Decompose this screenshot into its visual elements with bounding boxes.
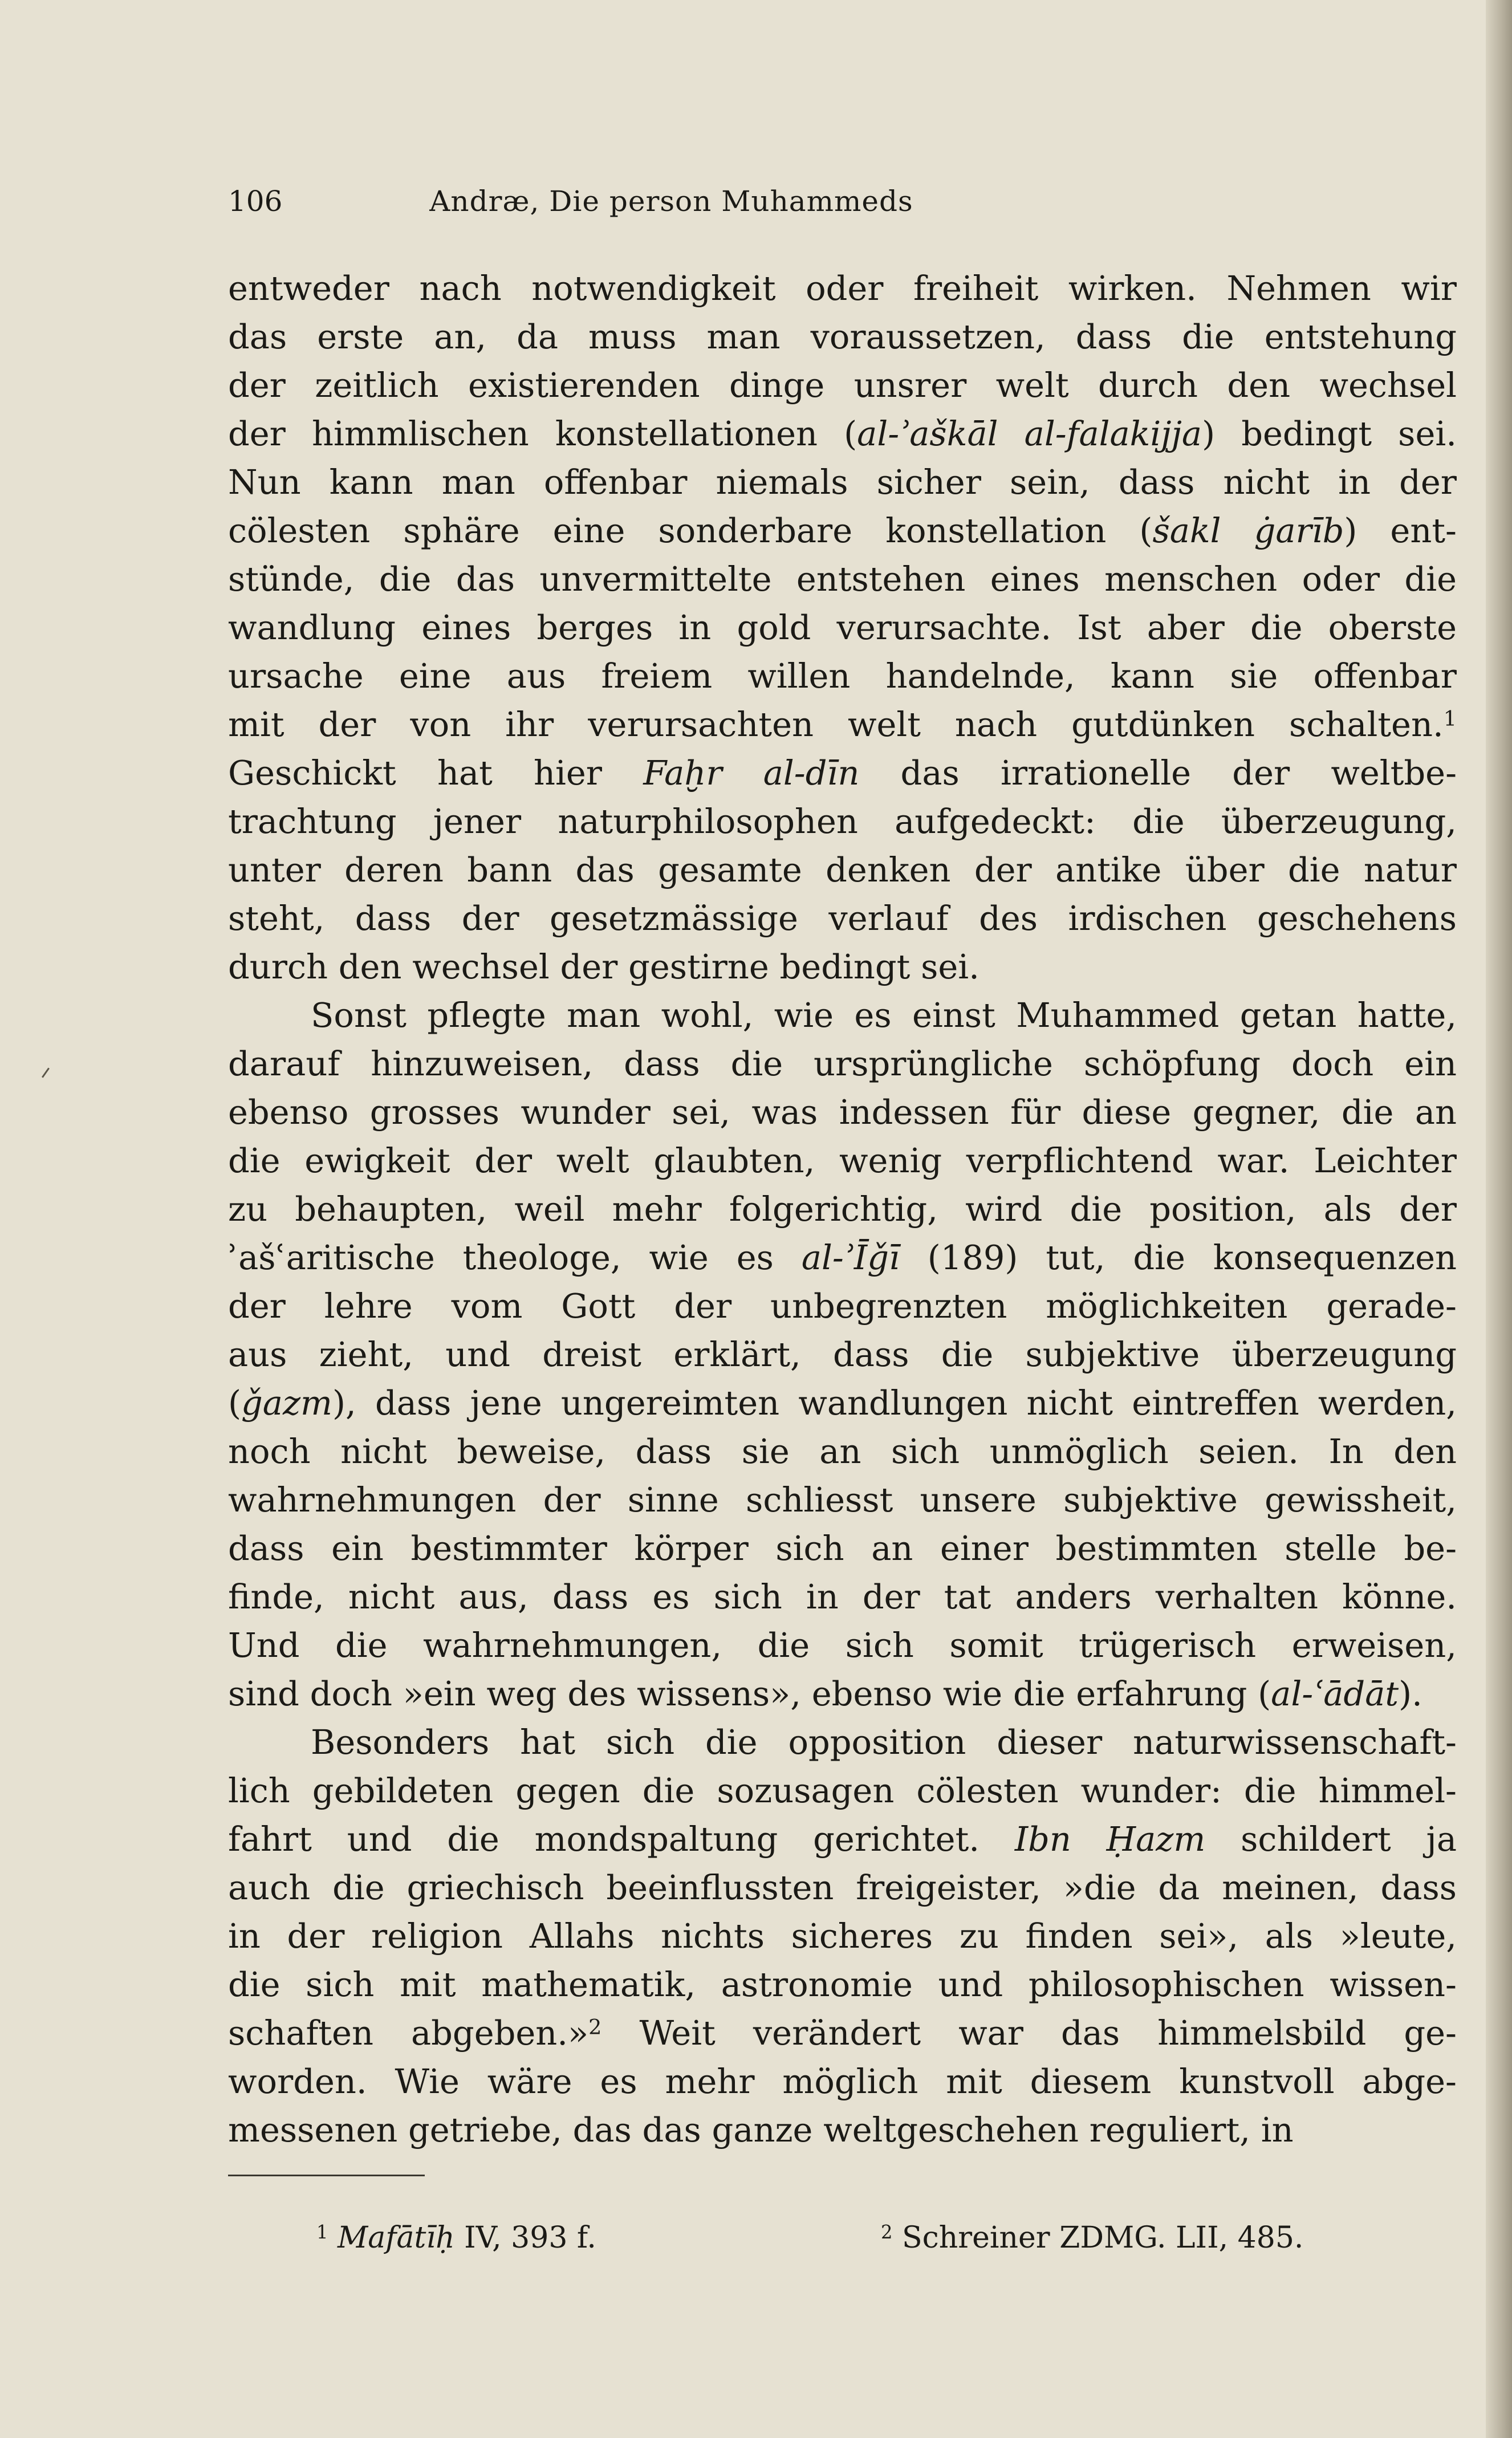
text-line xyxy=(228,1718,1457,1766)
footnote-ref: 1 xyxy=(1443,706,1457,731)
text-run: entweder nach notwendigkeit oder freiheit wirken. Nehmen wir xyxy=(228,269,1457,308)
text-line xyxy=(228,1233,1457,1282)
text-line xyxy=(228,1912,1457,1960)
text-run: cölesten sphäre eine sonderbare konstellation ( xyxy=(228,511,1153,550)
text-line xyxy=(228,1863,1457,1912)
footnote-1 xyxy=(316,2215,596,2261)
text-run: Weit verändert war das himmelsbild ge- xyxy=(601,2013,1457,2053)
text-run: die ewigkeit der welt glaubten, wenig verpflichtend war. Leichter xyxy=(228,1141,1457,1180)
text-run: fahrt und die mondspaltung gerichtet. xyxy=(228,1819,1015,1859)
page-number: 106 xyxy=(228,185,283,218)
text-line xyxy=(228,1960,1457,2009)
text-line xyxy=(228,1524,1457,1572)
italic-term: al-ʿādāt xyxy=(1271,1674,1399,1713)
text-run: schaften abgeben.» xyxy=(228,2013,589,2053)
running-header xyxy=(228,181,1115,221)
text-line xyxy=(228,1427,1457,1476)
body-text xyxy=(228,264,1457,2154)
text-line xyxy=(228,1330,1457,1379)
text-run: Schreiner ZDMG. LII, 485. xyxy=(892,2221,1304,2255)
text-run: finde, nicht aus, dass es sich in der tat anders verhalten könne. xyxy=(228,1577,1457,1616)
text-line xyxy=(228,942,1457,991)
text-run xyxy=(328,2221,338,2255)
text-line xyxy=(228,2106,1457,2154)
footnotes xyxy=(316,2215,1457,2261)
text-run: Nun kann man offenbar niemals sicher sein, dass nicht in der xyxy=(228,462,1457,502)
text-run: zu behaupten, weil mehr folgerichtig, wird die position, als der xyxy=(228,1189,1457,1229)
text-line xyxy=(228,603,1457,652)
footnote-2 xyxy=(881,2215,1303,2261)
text-line xyxy=(228,797,1457,846)
text-run: der himmlischen konstellationen ( xyxy=(228,414,857,453)
text-run: auch die griechisch beeinflussten freigeister, »die da meinen, dass xyxy=(228,1868,1457,1907)
text-run: trachtung jener naturphilosophen aufgedeckt: die überzeugung, xyxy=(228,802,1457,841)
text-run: durch den wechsel der gestirne bedingt sei. xyxy=(228,947,979,986)
footnote-rule xyxy=(228,2175,425,2176)
text-run: das erste an, da muss man voraussetzen, dass die entstehung xyxy=(228,317,1457,356)
text-run: noch nicht beweise, dass sie an sich unmöglich seien. In den xyxy=(228,1432,1457,1471)
text-run: wahrnehmungen der sinne schliesst unsere subjektive gewissheit, xyxy=(228,1480,1457,1519)
text-line xyxy=(228,361,1457,409)
text-line xyxy=(228,506,1457,555)
text-run: ʾašʿaritische theologe, wie es xyxy=(228,1238,802,1277)
text-run: ebenso grosses wunder sei, was indessen für diese gegner, die an xyxy=(228,1092,1457,1132)
text-line xyxy=(228,1476,1457,1524)
text-run: ). xyxy=(1399,1674,1422,1713)
text-line xyxy=(228,409,1457,458)
footnote-ref: 1 xyxy=(316,2221,328,2243)
italic-term: Mafātīḥ xyxy=(338,2221,455,2255)
text-line xyxy=(228,1572,1457,1621)
footnote-ref: 2 xyxy=(588,2015,602,2039)
text-run: die sich mit mathematik, astronomie und philosophischen wissen- xyxy=(228,1965,1457,2004)
text-line xyxy=(228,846,1457,894)
text-line xyxy=(228,894,1457,942)
text-run: IV, 393 f. xyxy=(454,2221,596,2255)
text-run: Und die wahrnehmungen, die sich somit trügerisch erweisen, xyxy=(228,1626,1457,1665)
text-run: stünde, die das unvermittelte entstehen eines menschen oder die xyxy=(228,559,1457,599)
text-line xyxy=(228,1282,1457,1330)
text-run: schildert ja xyxy=(1205,1819,1457,1859)
text-line xyxy=(228,1136,1457,1185)
text-run: Besonders hat sich die opposition dieser naturwissenschaft- xyxy=(311,1722,1457,1762)
italic-term: al-ʾaškāl al-falakijja xyxy=(857,414,1202,453)
text-line xyxy=(228,555,1457,603)
text-run: worden. Wie wäre es mehr möglich mit diesem kunstvoll abge- xyxy=(228,2062,1457,2101)
text-run: messenen getriebe, das das ganze weltgeschehen reguliert, in xyxy=(228,2110,1294,2149)
text-run: wandlung eines berges in gold verursachte. Ist aber die oberste xyxy=(228,608,1457,647)
text-run: ) ent- xyxy=(1344,511,1457,550)
text-line xyxy=(228,1185,1457,1233)
text-line xyxy=(228,2057,1457,2106)
text-run: das irrationelle der weltbe- xyxy=(859,753,1457,793)
text-run: mit der von ihr verursachten welt nach gutdünken schalten. xyxy=(228,705,1444,744)
text-line xyxy=(228,1088,1457,1136)
italic-term: Faḫr al-dīn xyxy=(643,753,860,793)
text-line xyxy=(228,749,1457,797)
text-run: unter deren bann das gesamte denken der antike über die natur xyxy=(228,850,1457,889)
italic-term: ǧazm xyxy=(241,1383,333,1423)
text-line xyxy=(228,1621,1457,1669)
text-line xyxy=(228,2009,1457,2057)
italic-term: al-ʾĪǧī xyxy=(801,1238,900,1277)
italic-term: šakl ġarīb xyxy=(1152,511,1344,550)
text-run: aus zieht, und dreist erklärt, dass die subjektive überzeugung xyxy=(228,1335,1457,1374)
text-run: steht, dass der gesetzmässige verlauf des irdischen geschehens xyxy=(228,899,1457,938)
text-line xyxy=(228,1669,1457,1718)
running-title: Andræ, Die person Muhammeds xyxy=(429,185,913,218)
footnote-ref: 2 xyxy=(881,2221,893,2243)
text-line xyxy=(228,312,1457,361)
text-line xyxy=(228,700,1457,749)
text-run: lich gebildeten gegen die sozusagen cölesten wunder: die himmel- xyxy=(228,1771,1457,1810)
text-line xyxy=(228,264,1457,312)
text-run: (189) tut, die konsequenzen xyxy=(899,1238,1457,1277)
text-run: Sonst pflegte man wohl, wie es einst Muhammed getan hatte, xyxy=(311,995,1457,1035)
margin-pencil-mark xyxy=(42,1067,50,1078)
text-run: in der religion Allahs nichts sicheres zu finden sei», als »leute, xyxy=(228,1916,1457,1956)
text-run: darauf hinzuweisen, dass die ursprüngliche schöpfung doch ein xyxy=(228,1044,1457,1083)
italic-term: Ibn Ḥazm xyxy=(1014,1819,1206,1859)
text-line xyxy=(228,991,1457,1039)
text-run: sind doch »ein weg des wissens», ebenso wie die erfahrung ( xyxy=(228,1674,1271,1713)
text-line xyxy=(228,1766,1457,1815)
text-run: der zeitlich existierenden dinge unsrer welt durch den wechsel xyxy=(228,365,1457,405)
text-run: ( xyxy=(228,1383,242,1423)
text-run: Geschickt hat hier xyxy=(228,753,644,793)
text-run: ursache eine aus freiem willen handelnde, kann sie offenbar xyxy=(228,656,1457,696)
page-edge-shadow xyxy=(1486,0,1512,2438)
text-run: ), dass jene ungereimten wandlungen nicht eintreffen werden, xyxy=(332,1383,1457,1423)
text-line xyxy=(228,652,1457,700)
text-line xyxy=(228,458,1457,506)
text-line xyxy=(228,1039,1457,1088)
text-line xyxy=(228,1379,1457,1427)
text-run: ) bedingt sei. xyxy=(1202,414,1457,453)
text-run: der lehre vom Gott der unbegrenzten möglichkeiten gerade- xyxy=(228,1286,1457,1326)
text-run: dass ein bestimmter körper sich an einer bestimmten stelle be- xyxy=(228,1529,1457,1568)
text-line xyxy=(228,1815,1457,1863)
